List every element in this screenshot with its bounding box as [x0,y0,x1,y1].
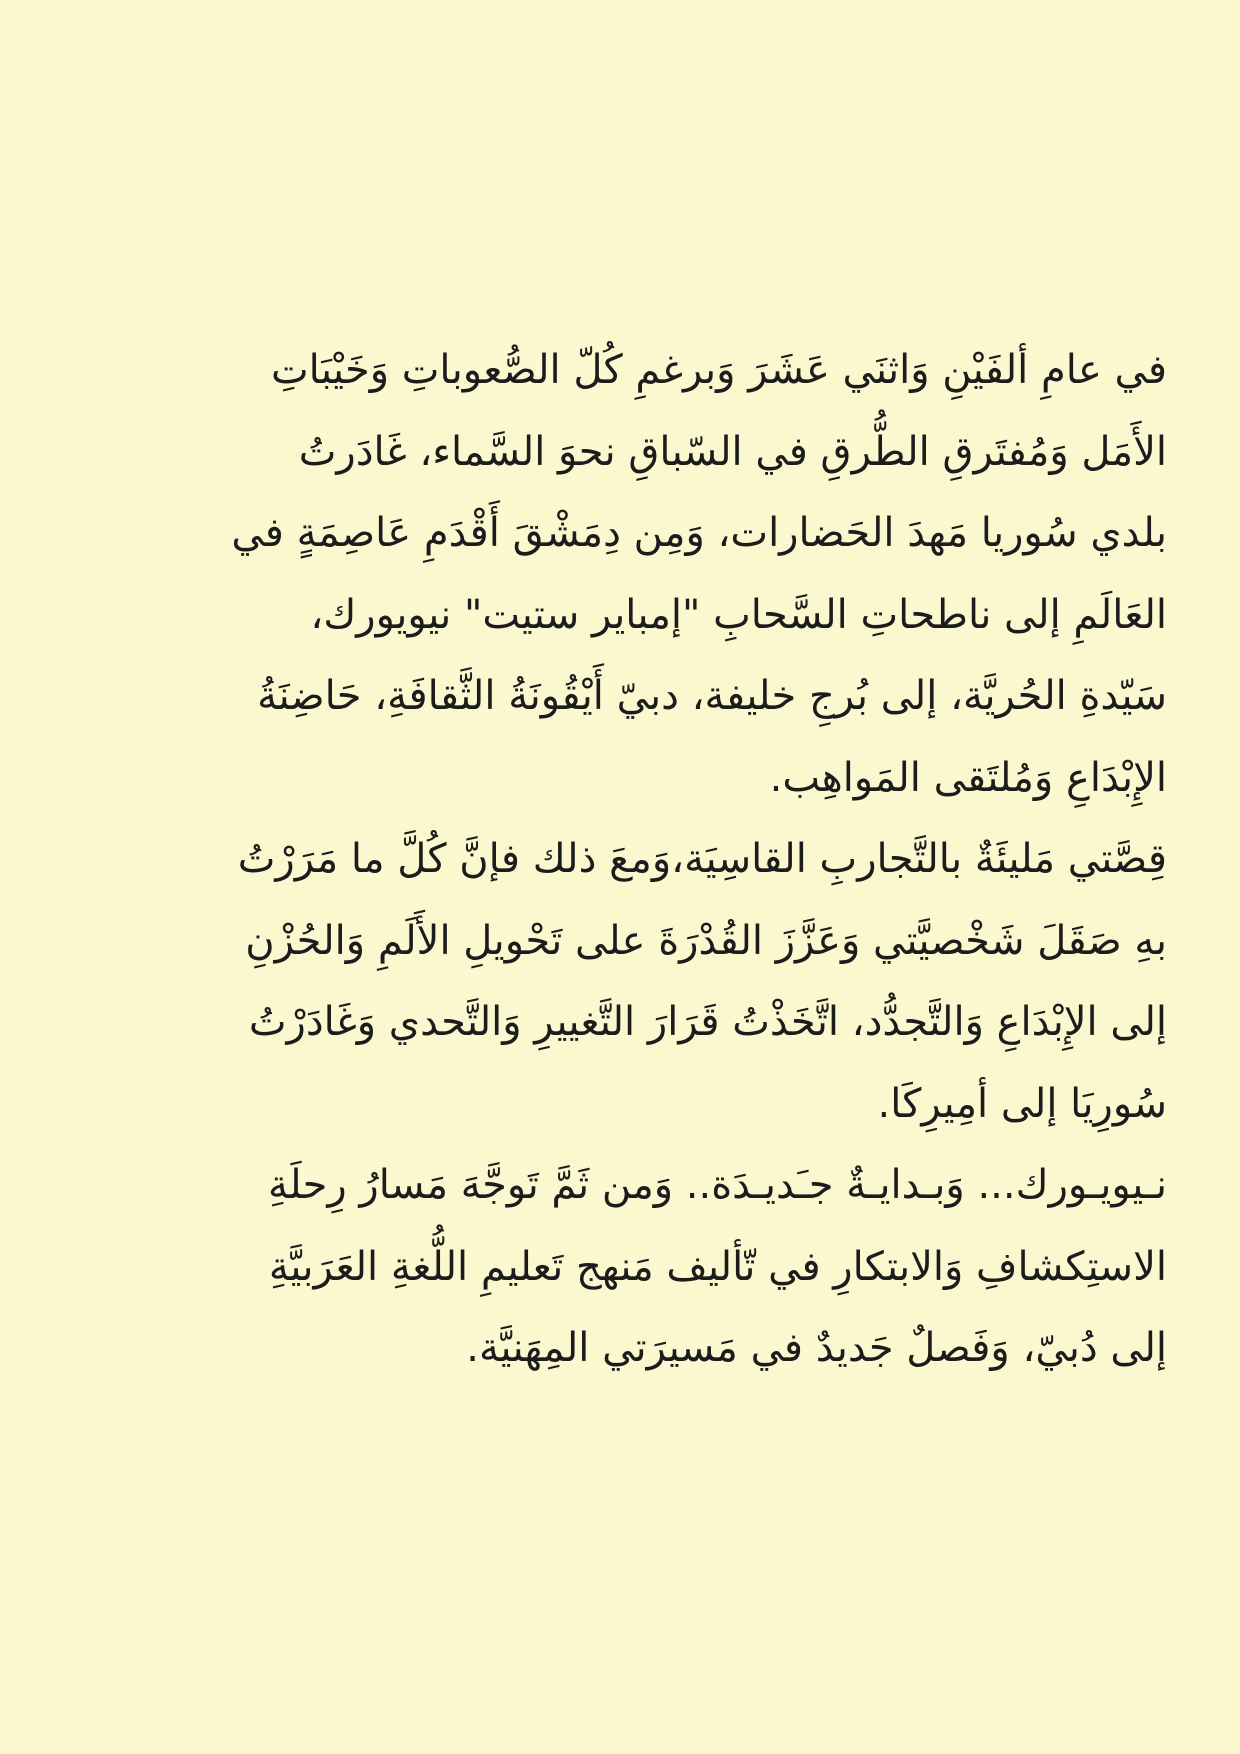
text-line: سُورِيَا إلى أمِيرِكَا. [877,1080,1167,1127]
text-line: الاستِكشافِ وَالابتكارِ في تّأليف مَنهج تَعليمِ اللُّغةِ العَرَبيَّةِ [268,1243,1167,1290]
text-line: بهِ صَقَلَ شَخْصيَّتي وَعَزَّزَ القُدْرَةَ على تَحْويلِ الأَلَمِ وَالحُزْنِ [245,917,1167,964]
text-line: نـيويـورك... وَبـدايـةٌ جـَديـدَة.. وَمن ثَمَّ تَوجَّهَ مَسارُ رِحلَةِ [267,1162,1167,1208]
text-line: إلى الإِبْدَاعِ وَالتَّجدُّد، اتَّخَذْتُ قَرَارَ التَّغييرِ وَالتَّحدي وَغَادَرْتُ [248,999,1167,1045]
text-line: الإِبْدَاعِ وَمُلتَقى المَواهِب. [769,754,1167,801]
body-text [55,330,1167,1390]
text-line: سَيّدةِ الحُريَّة، إلى بُرجِ خليفة، دبيّ أَيْقُونَةُ الثَّقافَةِ، حَاضِنَةُ [257,673,1167,719]
text-line: العَالَمِ إلى ناطحاتِ السَّحابِ "إمباير ستيت" نيويورك، [310,591,1167,638]
text-line: قِصَّتي مَليئَةٌ بالتَّجاربِ القاسِيَة،وَمعَ ذلك فإنَّ كُلَّ ما مَرَرْتُ [237,836,1167,882]
text-line: في عامِ ألفَيْنِ وَاثنَي عَشَرَ وَبرغمِ كُلّ الصُّعوباتِ وَخَيْبَاتِ [271,347,1167,393]
text-line: إلى دُبيّ، وَفَصلٌ جَديدٌ في مَسيرَتي المِهَنيَّة. [466,1325,1167,1371]
text-line: بلدي سُوريا مَهدَ الحَضارات، وَمِن دِمَشْقَ أَقْدَمِ عَاصِمَةٍ في [231,510,1167,556]
text-line: الأَمَل وَمُفتَرقِ الطُّرقِ في السّباقِ نحوَ السَّماء، غَادَرتُ [298,428,1167,475]
